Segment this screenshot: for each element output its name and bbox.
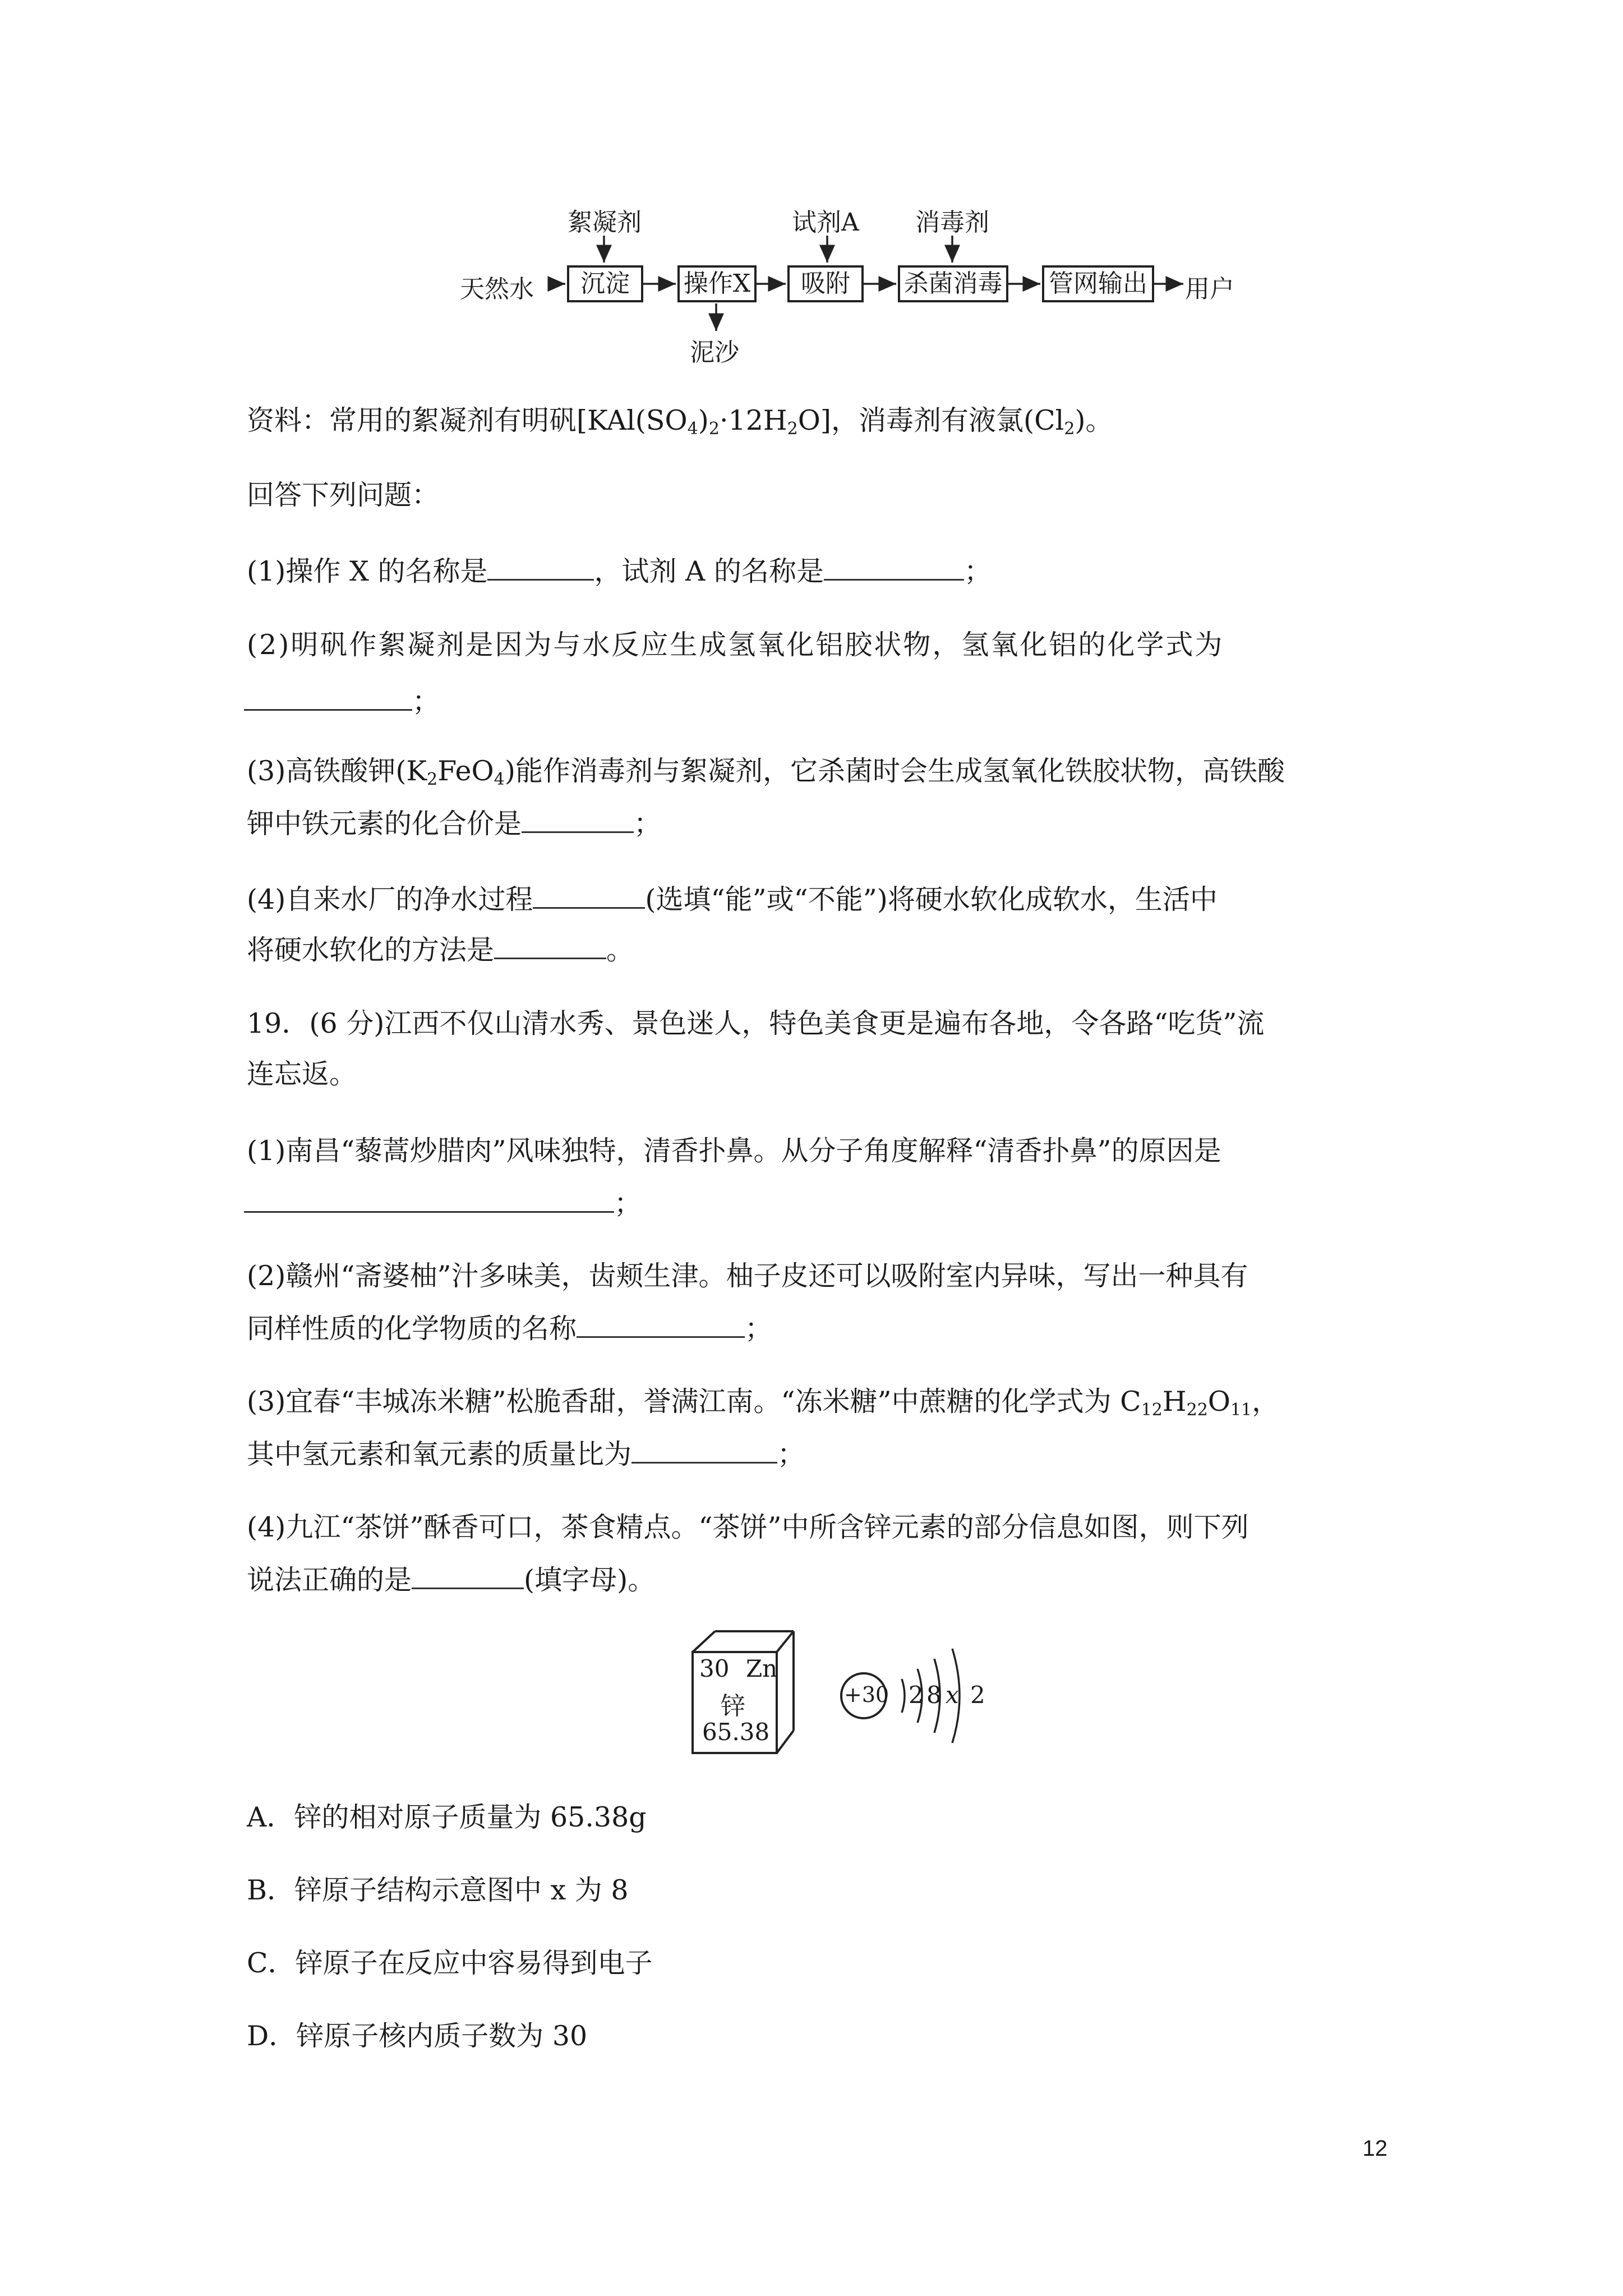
- answer-blank[interactable]: [244, 1188, 614, 1213]
- answer-blank[interactable]: [631, 1438, 777, 1464]
- q19-part4-line1: (4)九江“茶饼”酥香可口，茶食精点。“茶饼”中所含锌元素的部分信息如图，则下列: [247, 1511, 1249, 1543]
- element-symbol: Zn: [746, 1655, 778, 1682]
- label-sediment: 泥沙: [690, 338, 739, 367]
- q19-part1-line2: ；: [247, 1188, 1391, 1218]
- option-a[interactable]: A．锌的相对原子质量为 65.38g: [247, 1801, 647, 1833]
- atom-shell-1: 2: [909, 1681, 924, 1709]
- label-disinfectant: 消毒剂: [915, 208, 989, 237]
- atom-shell-4: 2: [970, 1681, 985, 1709]
- flow-input-water: 天然水: [460, 275, 534, 303]
- q18-part2-line2: ；: [247, 685, 1391, 716]
- page-number: 12: [1362, 2136, 1387, 2161]
- atom-shell-2: 8: [926, 1681, 942, 1709]
- atom-shell-3: x: [946, 1681, 959, 1709]
- label-reagent-a: 试剂A: [792, 208, 859, 237]
- q18-part3-line1: (3)高铁酸钾$(K_2FeO_4)$能作消毒剂与絮凝剂，它杀菌时会生成氢氧化铁胶状物，高铁酸: [247, 755, 1285, 789]
- label-flocculant: 絮凝剂: [568, 208, 642, 237]
- option-d[interactable]: D．锌原子核内质子数为 30: [247, 2020, 588, 2052]
- answer-blank[interactable]: [412, 1564, 524, 1589]
- answer-blank[interactable]: [577, 1313, 745, 1338]
- atom-nucleus: +30: [844, 1682, 889, 1707]
- q18-part4-line2: 将硬水软化的方法是 。: [247, 934, 634, 966]
- answer-blank[interactable]: [494, 934, 606, 959]
- option-b[interactable]: B．锌原子结构示意图中 x 为 8: [247, 1874, 629, 1906]
- material-note: 资料：常用的絮凝剂有明矾$[KAl(SO_4)_2\cdot 12H_2O]$，消毒剂有液氯$(Cl_2)$。: [247, 404, 1113, 439]
- element-name: 锌: [721, 1692, 745, 1720]
- flowchart-arrows: [0, 0, 1623, 393]
- answer-blank[interactable]: [522, 808, 634, 833]
- step-adsorption: 吸附: [787, 265, 864, 302]
- answer-blank[interactable]: [487, 555, 594, 581]
- q19-part3-line2: 其中氢元素和氧元素的质量比为 ；: [247, 1438, 805, 1470]
- element-atomic-mass: 65.38: [702, 1718, 770, 1746]
- q18-part2-line1: (2)明矾作絮凝剂是因为与水反应生成氢氧化铝胶状物，氢氧化铝的化学式为: [247, 629, 1224, 661]
- answer-blank[interactable]: [533, 884, 645, 909]
- flow-output-user: 用户: [1185, 275, 1234, 303]
- q19-header-line2: 连忘返。: [247, 1058, 357, 1090]
- q19-header-line1: 19．(6 分)江西不仅山清水秀、景色迷人，特色美食更是遍布各地，令各路“吃货”流: [247, 1007, 1265, 1039]
- step-pipeline-output: 管网输出: [1042, 265, 1154, 302]
- step-operation-x: 操作X: [677, 265, 757, 302]
- q19-part2-line1: (2)赣州“斋婆柚”汁多味美，齿颊生津。柚子皮还可以吸附室内异味，写出一种具有: [247, 1260, 1248, 1292]
- q19-part1-line1: (1)南昌“藜蒿炒腊肉”风味独特，清香扑鼻。从分子角度解释“清香扑鼻”的原因是: [247, 1135, 1221, 1167]
- step-sedimentation: 沉淀: [567, 265, 643, 302]
- q18-intro: 回答下列问题：: [247, 479, 440, 511]
- option-c[interactable]: C．锌原子在反应中容易得到电子: [247, 1947, 653, 1979]
- q19-part3-line1: (3)宜春“丰城冻米糖”松脆香甜，誉满江南。“冻米糖”中蔗糖的化学式为 $C_{12}H_{22}O_{11}$，: [247, 1386, 1280, 1420]
- q18-part3-line2: 钾中铁元素的化合价是 ；: [247, 808, 662, 840]
- q18-part1: (1)操作 X 的名称是 ，试剂 A 的名称是 ；: [247, 555, 992, 587]
- element-atomic-number: 30: [699, 1655, 730, 1682]
- step-disinfection: 杀菌消毒: [898, 265, 1008, 302]
- answer-blank[interactable]: [824, 555, 964, 581]
- answer-blank[interactable]: [244, 685, 412, 711]
- q19-part4-line2: 说法正确的是 (填字母)。: [247, 1564, 656, 1596]
- q19-part2-line2: 同样性质的化学物质的名称 ；: [247, 1313, 773, 1345]
- q18-part4-line1: (4)自来水厂的净水过程 (选填“能”或“不能”)将硬水软化成软水，生活中: [247, 884, 1218, 915]
